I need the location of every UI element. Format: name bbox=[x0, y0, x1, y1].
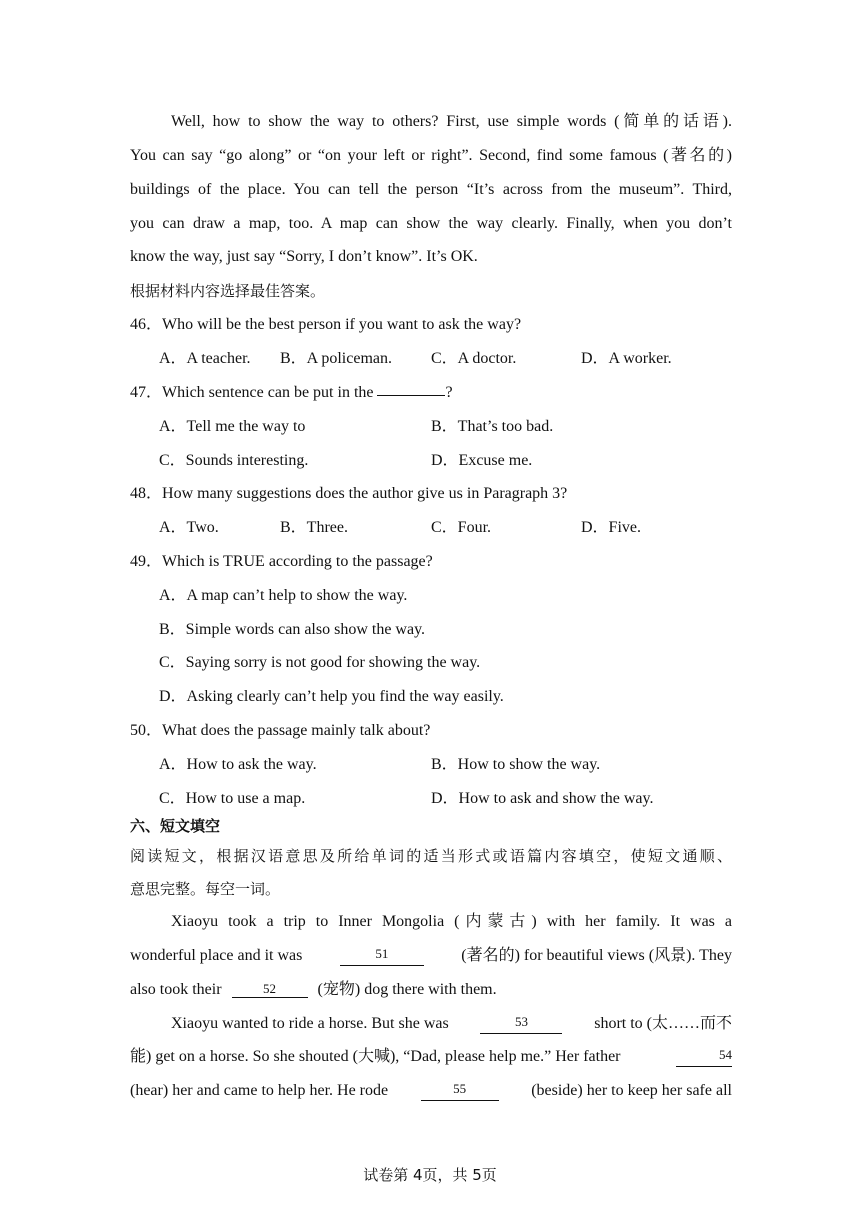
passage-line: You can say “go along” or “on your left or right”. Second, find some famous (著名的) bbox=[130, 147, 732, 164]
passage-line bbox=[130, 1047, 732, 1067]
question-number: 50． bbox=[130, 722, 163, 739]
question-text: Which sentence can be put in the bbox=[162, 384, 378, 401]
option-a[interactable]: A．Two. bbox=[159, 519, 219, 536]
passage-text: 能) get on a horse. So she shouted (大喊), “Dad, please help me.” Her father bbox=[130, 1048, 621, 1065]
question-47 bbox=[130, 383, 732, 403]
option-a[interactable]: A．A map can’t help to show the way. bbox=[159, 587, 408, 604]
option-d[interactable]: D．How to ask and show the way. bbox=[431, 790, 654, 807]
blank-51[interactable]: 51 bbox=[340, 946, 424, 966]
question-number: 47． bbox=[130, 384, 163, 401]
passage-text: (hear) her and came to help her. He rode bbox=[130, 1082, 389, 1099]
passage-line: Well, how to show the way to others? First, use simple words (简单的话语). bbox=[171, 113, 732, 130]
question-number: 49． bbox=[130, 553, 163, 570]
question-number: 46． bbox=[130, 316, 163, 333]
question-text: Who will be the best person if you want to ask the way? bbox=[162, 316, 522, 333]
page-footer: 试卷第 4页，共 5页 bbox=[363, 1166, 497, 1184]
question-text: How many suggestions does the author give us in Paragraph 3? bbox=[162, 485, 568, 502]
question-text: What does the passage mainly talk about? bbox=[162, 722, 431, 739]
passage-line: you can draw a map, too. A map can show the way clearly. Finally, when you don’t bbox=[130, 215, 732, 232]
option-c[interactable]: C．Sounds interesting. bbox=[159, 452, 309, 469]
passage-line bbox=[130, 1081, 732, 1101]
instruction: 根据材料内容选择最佳答案。 bbox=[130, 282, 326, 300]
passage-line bbox=[171, 1014, 732, 1034]
passage-line bbox=[130, 946, 732, 966]
passage-text: (宠物) dog there with them. bbox=[317, 981, 497, 998]
question-48 bbox=[130, 484, 732, 504]
option-d[interactable]: D．Excuse me. bbox=[431, 452, 533, 469]
option-d[interactable]: D．Five. bbox=[581, 519, 642, 536]
question-number: 48． bbox=[130, 485, 163, 502]
passage-text: Xiaoyu wanted to ride a horse. But she was bbox=[171, 1015, 449, 1032]
option-b[interactable]: B．That’s too bad. bbox=[431, 418, 554, 435]
passage-line: buildings of the place. You can tell the person “It’s across from the museum”. Third, bbox=[130, 181, 732, 198]
option-b[interactable]: B．Simple words can also show the way. bbox=[159, 621, 426, 638]
passage-text: (beside) her to keep her safe all bbox=[531, 1082, 732, 1099]
option-b[interactable]: B．A policeman. bbox=[280, 350, 392, 367]
option-a[interactable]: A．How to ask the way. bbox=[159, 756, 317, 773]
blank-52[interactable]: 52 bbox=[232, 981, 308, 998]
option-c[interactable]: C．Four. bbox=[431, 519, 492, 536]
option-d[interactable]: D．A worker. bbox=[581, 350, 672, 367]
passage-text: also took their bbox=[130, 981, 222, 998]
section-instruction: 意思完整。每空一词。 bbox=[130, 880, 281, 898]
option-b[interactable]: B．Three. bbox=[280, 519, 348, 536]
question-text: Which is TRUE according to the passage? bbox=[162, 553, 433, 570]
section-title: 六、短文填空 bbox=[130, 817, 221, 835]
passage-line: know the way, just say “Sorry, I don’t know”. It’s OK. bbox=[130, 248, 478, 265]
section-instruction: 阅读短文，根据汉语意思及所给单词的适当形式或语篇内容填空，使短文通顺、 bbox=[130, 847, 732, 865]
blank-53[interactable]: 53 bbox=[480, 1014, 562, 1034]
question-end: ? bbox=[445, 384, 453, 401]
blank-55[interactable]: 55 bbox=[421, 1081, 499, 1101]
passage-text: (著名的) for beautiful views (风景). They bbox=[461, 947, 732, 964]
option-a[interactable]: A．A teacher. bbox=[159, 350, 251, 367]
option-d[interactable]: D．Asking clearly can’t help you find the way easily. bbox=[159, 688, 504, 705]
passage-line: Xiaoyu took a trip to Inner Mongolia (内蒙古) with her family. It was a bbox=[171, 913, 732, 930]
passage-line bbox=[130, 980, 732, 1000]
passage-text: wonderful place and it was bbox=[130, 947, 303, 964]
question-46 bbox=[130, 315, 732, 335]
option-c[interactable]: C．A doctor. bbox=[431, 350, 517, 367]
option-c[interactable]: C．How to use a map. bbox=[159, 790, 306, 807]
blank-54[interactable]: 54 bbox=[676, 1047, 732, 1067]
option-a[interactable]: A．Tell me the way to bbox=[159, 418, 306, 435]
answer-blank bbox=[377, 395, 445, 396]
question-50 bbox=[130, 721, 732, 741]
option-b[interactable]: B．How to show the way. bbox=[431, 756, 601, 773]
question-49 bbox=[130, 552, 732, 572]
passage-text: short to (太……而不 bbox=[594, 1015, 732, 1032]
option-c[interactable]: C．Saying sorry is not good for showing the way. bbox=[159, 654, 481, 671]
